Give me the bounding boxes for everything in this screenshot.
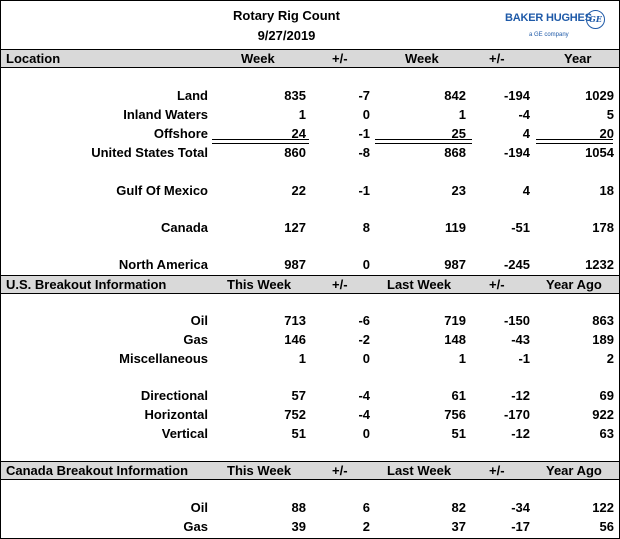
canada-header-week2: Last Week: [387, 463, 452, 478]
us-row-chg1: 0: [362, 351, 370, 366]
location-row-week2: 25: [451, 126, 466, 141]
canada-breakout-header: [1, 461, 619, 480]
us-row-week: 713: [284, 313, 306, 328]
us-row-year: 69: [599, 388, 614, 403]
location-row-label: Offshore: [153, 126, 208, 141]
location-row-chg2: 4: [522, 126, 530, 141]
location-row-week2: 23: [451, 183, 466, 198]
location-row-chg1: -1: [358, 126, 370, 141]
us-row-chg1: -6: [358, 313, 370, 328]
us-row-week: 1: [298, 351, 306, 366]
canada-row-chg2: -34: [511, 500, 530, 515]
location-row-week: 987: [284, 257, 306, 272]
us-row-year: 2: [606, 351, 614, 366]
us-header-year: Year Ago: [546, 277, 602, 292]
us-row-label: Horizontal: [144, 407, 208, 422]
us-row-chg1: -2: [358, 332, 370, 347]
us-row-week: 51: [291, 426, 306, 441]
location-row-label: Inland Waters: [123, 107, 208, 122]
location-row-year: 1232: [585, 257, 614, 272]
report-title: Rotary Rig Count: [233, 8, 340, 23]
location-header-year: Year: [564, 51, 592, 66]
us-row-week2: 148: [444, 332, 466, 347]
location-row-week2: 119: [445, 220, 466, 235]
us-row-chg2: -12: [511, 388, 530, 403]
location-row-label: United States Total: [91, 145, 208, 160]
location-row-label: North America: [118, 257, 208, 272]
location-row-year: 5: [606, 107, 614, 122]
us-header-week: This Week: [227, 277, 292, 292]
location-row-week: 860: [284, 145, 306, 160]
location-row-chg1: -7: [358, 88, 370, 103]
location-row-chg2: -194: [503, 88, 530, 103]
us-row-week2: 61: [451, 388, 466, 403]
location-row-week2: 868: [444, 145, 466, 160]
offshore-underline-year: [536, 139, 613, 144]
canada-header-chg1: +/-: [332, 463, 348, 478]
ge-monogram-icon: GE: [586, 10, 605, 29]
canada-row-label: Oil: [190, 500, 208, 515]
location-row-year: 1054: [585, 145, 614, 160]
canada-row-year: 56: [599, 519, 614, 534]
us-row-week2: 51: [451, 426, 466, 441]
canada-row-week2: 82: [451, 500, 466, 515]
us-row-chg1: -4: [358, 388, 370, 403]
location-row-chg1: -8: [358, 145, 370, 160]
canada-row-chg1: 2: [362, 519, 370, 534]
location-row-chg2: 4: [522, 183, 530, 198]
location-row-week: 127: [284, 220, 306, 235]
us-row-label: Directional: [140, 388, 208, 403]
canada-row-year: 122: [592, 500, 614, 515]
us-row-label: Vertical: [161, 426, 208, 441]
us-row-week: 146: [284, 332, 306, 347]
location-header-chg2: +/-: [489, 51, 505, 66]
us-row-label: Miscellaneous: [119, 351, 208, 366]
location-row-chg1: 8: [362, 220, 370, 235]
canada-row-week: 88: [291, 500, 306, 515]
canada-header-label: Canada Breakout Information: [6, 463, 189, 478]
location-row-label: Land: [176, 88, 208, 103]
location-row-year: 18: [599, 183, 614, 198]
canada-header-week: This Week: [227, 463, 292, 478]
location-row-week: 24: [291, 126, 306, 141]
us-row-chg1: -4: [358, 407, 370, 422]
us-row-year: 922: [592, 407, 614, 422]
location-header-week: Week: [241, 51, 275, 66]
us-row-chg2: -1: [518, 351, 530, 366]
us-row-chg2: -170: [503, 407, 530, 422]
canada-row-week: 39: [291, 519, 306, 534]
baker-hughes-logo: [505, 8, 605, 44]
us-row-chg2: -150: [503, 313, 530, 328]
location-row-label: Gulf Of Mexico: [116, 183, 208, 198]
us-row-week2: 719: [444, 313, 466, 328]
location-row-label: Canada: [161, 220, 208, 235]
location-header: [1, 49, 619, 68]
location-row-chg1: 0: [362, 257, 370, 272]
canada-header-chg2: +/-: [489, 463, 505, 478]
us-header-week2: Last Week: [387, 277, 452, 292]
location-row-week: 22: [291, 183, 306, 198]
us-row-week2: 756: [444, 407, 466, 422]
report-date: 9/27/2019: [257, 28, 316, 43]
us-row-year: 189: [592, 332, 614, 347]
us-row-week2: 1: [458, 351, 466, 366]
location-header-label: Location: [6, 51, 61, 66]
location-row-week2: 842: [444, 88, 466, 103]
us-row-chg2: -43: [511, 332, 530, 347]
us-breakout-header: [1, 275, 619, 294]
us-row-year: 63: [599, 426, 614, 441]
logo-wordmark: BAKER HUGHES: [505, 12, 592, 24]
location-row-year: 1029: [585, 88, 614, 103]
location-row-chg1: -1: [358, 183, 370, 198]
location-row-year: 20: [599, 126, 614, 141]
us-row-label: Gas: [183, 332, 208, 347]
us-row-chg2: -12: [511, 426, 530, 441]
location-row-week: 835: [284, 88, 306, 103]
us-header-chg2: +/-: [489, 277, 505, 292]
canada-row-label: Gas: [183, 519, 208, 534]
location-row-chg2: -51: [511, 220, 530, 235]
us-row-label: Oil: [190, 313, 208, 328]
us-row-week: 752: [284, 407, 306, 422]
location-row-year: 178: [592, 220, 614, 235]
canada-row-chg1: 6: [362, 500, 370, 515]
location-row-chg1: 0: [362, 107, 370, 122]
offshore-underline-week: [212, 139, 309, 144]
location-row-week: 1: [298, 107, 306, 122]
location-row-chg2: -4: [518, 107, 530, 122]
us-row-chg1: 0: [362, 426, 370, 441]
us-header-chg1: +/-: [332, 277, 348, 292]
location-row-chg2: -194: [503, 145, 530, 160]
us-row-week: 57: [291, 388, 306, 403]
logo-tagline: a GE company: [529, 32, 569, 38]
location-header-chg1: +/-: [332, 51, 348, 66]
canada-header-year: Year Ago: [546, 463, 602, 478]
us-row-year: 863: [592, 313, 614, 328]
canada-row-chg2: -17: [511, 519, 530, 534]
location-row-week2: 987: [444, 257, 466, 272]
location-row-week2: 1: [458, 107, 466, 122]
canada-row-week2: 37: [451, 519, 466, 534]
location-header-week2: Week: [405, 51, 439, 66]
us-header-label: U.S. Breakout Information: [6, 277, 167, 292]
offshore-underline-week2: [375, 139, 472, 144]
location-row-chg2: -245: [503, 257, 530, 272]
